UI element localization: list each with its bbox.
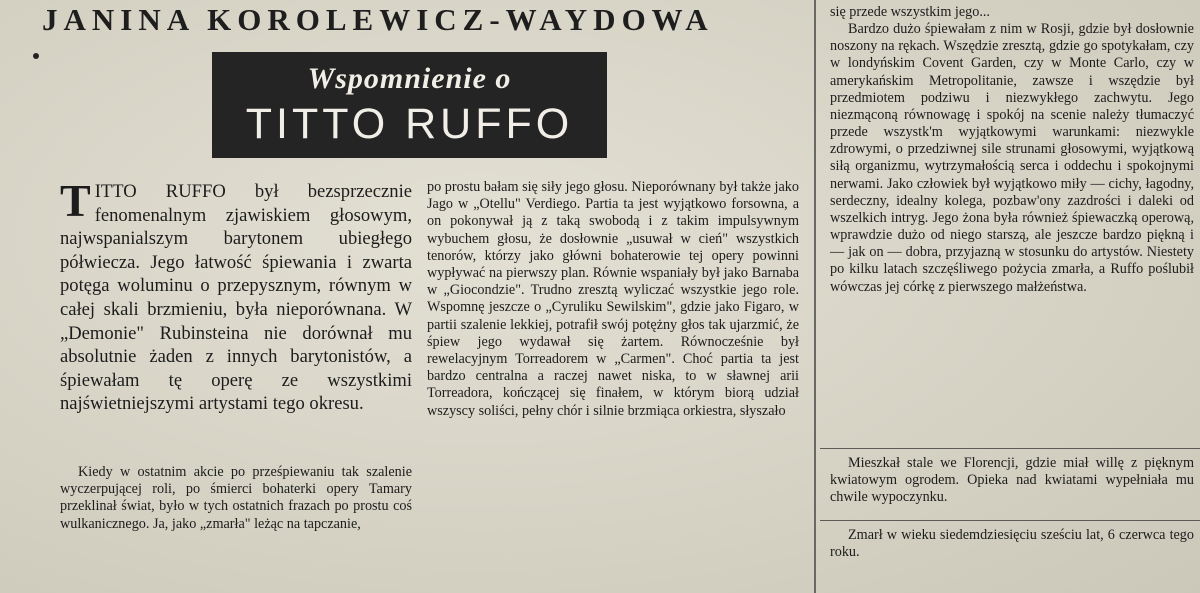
column-divider (814, 0, 816, 593)
column-3 (830, 4, 1194, 296)
author-name: JANINA KOROLEWICZ-WAYDOWA (42, 2, 714, 37)
paragraph-continued: się przede wszystkim jego... (830, 4, 990, 20)
article-title: TITTO RUFFO (245, 100, 574, 148)
drop-cap: T (60, 175, 91, 226)
column-2 (427, 179, 799, 420)
paragraph: Bardzo dużo śpiewałam z nim w Rosji, gdzie był dosłownie noszony na rękach. Wszędzie zresztą, gdzie go spotykałam, czy w londyńskim Covent Garden, czy w Monte Carlo, czy w amerykańskim Metropolitanie, zawsze i wszędzie był przedmiotem podziwu i niezwykłego zachwytu. Jego niezmąconą równowagę i spokój na scenie należy tłumaczyć przede wszystk'm wyjątkowymi warunkami: niezwykle zdrowymi, o przedziwnej sile strunami głosowymi, wyjątkową siłą organizmu, wytrzymałością serca i oddechu i spokojnymi nerwami. Jako człowiek był wyjątkowo miły — cichy, łagodny, serdeczny, idealny kolega, pozbaw'ony zazdrości i daleki od wszelkich intryg. Jego żona była również śpiewaczką operową, wprawdzie dużo od niego starszą, ale jeszcze bardzo piękną i — jak on — dobra, przyjazną w stosunku do artystów. Niestety po kilku latach szczęśliwego pożycia zmarła, a Ruffo poślubił wówczas jej córkę z pierwszego małżeństwa. (830, 21, 1194, 295)
paragraph: po prostu bałam się siły jego głosu. Nieporównany był także jako Jago w „Otellu" Verdiego. Partia ta jest wyjątkowo forsowna, a on pokonywał ją z taką swobodą i z takim impulsywnym wybuchem głosu, że dosłownie „usuwał w cień" wszystkich tenorów, którzy jako główni bohaterowie tej opery powinni wypływać na pierwszy plan. Równie wspaniały był jako Barnaba w „Giocondzie". Trudno zresztą wyliczać wszystkie jego role. Wspomnę jeszcze o „Cyruliku Sewilskim", gdzie jako Figaro, w partii szalenie lekkiej, potrafił swój potężny głos tak ujarzmić, że śpiew jego wydawał się żartem. Równocześnie był rewelacyjnym Torreadorem w „Carmen". Choć partia ta jest bardzo centralna a raczej nawet niska, to w sławnej arii Torreadora, kończącej się finałem, w którym biorą udział wszyscy soliści, pełny chór i silnie brzmiąca orkiestra, słyszało (427, 179, 799, 419)
section-divider (820, 520, 1200, 521)
bullet-dot (33, 53, 39, 59)
title-box (212, 52, 607, 158)
lead-paragraph: ITTO RUFFO był bezsprzecznie fenomenalnym zjawiskiem głosowym, najwspanialszym barytonem ubiegłego półwiecza. Jego łatwość śpiewania i zwarta potęga woluminu o przepysznym, równym w całej skali brzmieniu, była nieporównana. W „Demonie" Rubinsteina nie dorównał mu absolutnie żaden z innych barytonistów, a śpiewałam tę operę ze wszystkimi najświetniejszymi artystami tego okresu. (60, 181, 412, 415)
column-3-section-3 (830, 527, 1194, 561)
paragraph: Zmarł w wieku siedemdziesięciu sześciu lat, 6 czerwca tego roku. (830, 527, 1194, 561)
column-3-section-2 (830, 455, 1194, 507)
section-divider (820, 448, 1200, 449)
column-1-lead (60, 175, 412, 416)
paragraph: Mieszkał stale we Florencji, gdzie miał willę z pięknym kwiatowym ogrodem. Opieka nad kwiatami wypełniała mu chwile wypoczynku. (830, 455, 1194, 506)
article-subtitle: Wspomnienie o (307, 62, 512, 95)
column-1-body (60, 464, 412, 533)
paragraph: Kiedy w ostatnim akcie po prześpiewaniu tak szalenie wyczerpującej roli, po śmierci bohaterki opery Tamary przeklinał świat, było w tych ostatnich frazach po prostu coś wulkanicznego. Ja, jako „zmarła" leżąc na tapczanie, (60, 464, 412, 532)
